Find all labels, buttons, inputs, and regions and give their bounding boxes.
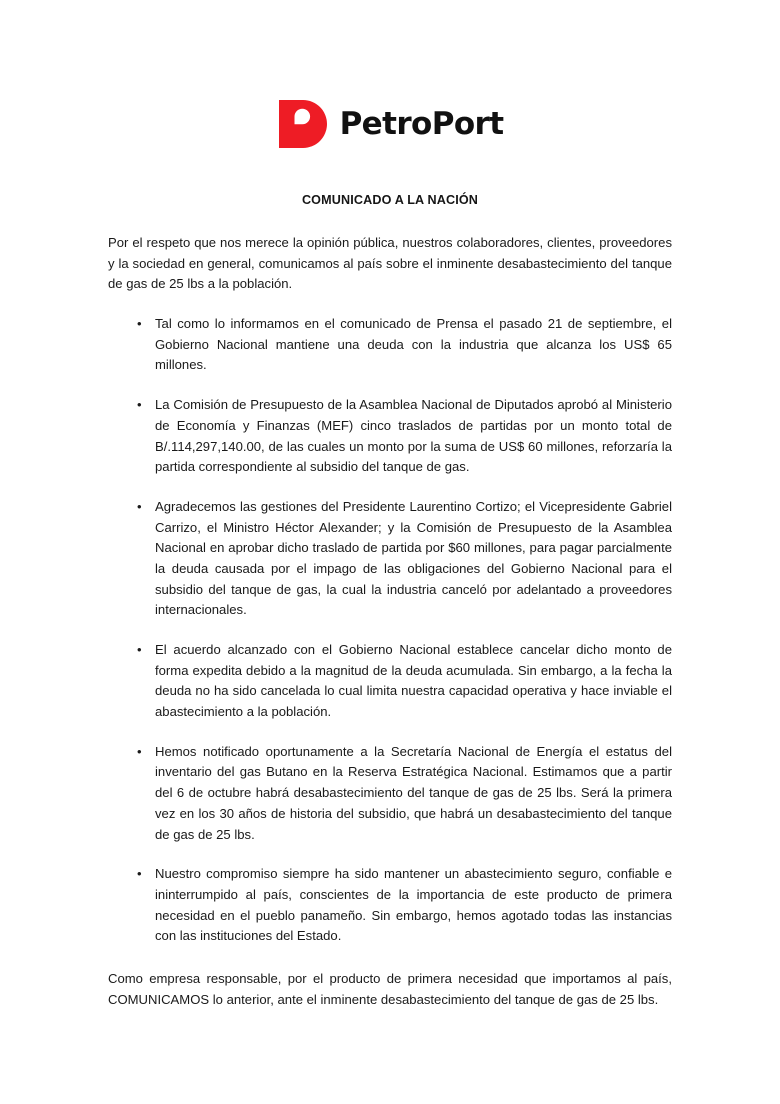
list-item — [108, 640, 672, 723]
list-item-text: Hemos notificado oportunamente a la Secretaría Nacional de Energía el estatus del inventario del gas Butano en la Reserva Estratégica Nacional. Estimamos que a partir del 6 de octubre habrá desabastecimiento del tanque de gas de 25 lbs. Será la primera vez en los 30 años de historia del subsidio, que habrá un desabastecimiento del tanque de gas de 25 lbs. — [155, 743, 672, 842]
bullet-marker-icon: • — [137, 743, 142, 759]
list-item-text: El acuerdo alcanzado con el Gobierno Nacional establece cancelar dicho monto de forma expedita debido a la magnitud de la deuda acumulada. Sin embargo, a la fecha la deuda no ha sido cancelada lo cual limita nuestra capacidad operativa y hace inviable el abastecimiento a la población. — [155, 642, 672, 720]
bullet-marker-icon: • — [137, 498, 142, 514]
list-item — [108, 314, 672, 376]
bullet-marker-icon: • — [137, 866, 142, 882]
letterhead — [108, 0, 672, 151]
announcement-bullet-list — [108, 314, 672, 947]
list-item-text: Tal como lo informamos en el comunicado de Prensa el pasado 21 de septiembre, el Gobierno Nacional mantiene una deuda con la industria que alcanza los US$ 65 millones. — [155, 316, 672, 373]
page-title: COMUNICADO A LA NACIÓN — [301, 193, 479, 207]
list-item — [108, 864, 672, 947]
bullet-marker-icon: • — [137, 642, 142, 657]
petroport-logo-icon — [277, 98, 329, 151]
list-item — [108, 395, 672, 478]
list-item-text: Nuestro compromiso siempre ha sido mantener un abastecimiento seguro, confiable e ininterrumpido al país, conscientes de la importancia de este producto de primera necesidad en el pueblo panameño. Sin embargo, hemos agotado todas las instancias con las instituciones del Estado. — [155, 866, 672, 944]
closing-paragraph: Como empresa responsable, por el producto de primera necesidad que importamos al país, COMUNICAMOS lo anterior, ante el inminente desabastecimiento del tanque de gas de 25 lbs. — [108, 970, 672, 1007]
list-item — [108, 497, 672, 621]
intro-paragraph: Por el respeto que nos merece la opinión pública, nuestros colaboradores, clientes, proveedores y la sociedad en general, comunicamos al país sobre el inminente desabastecimiento del tanque de gas de 25 lbs a la población. — [108, 235, 672, 292]
bullet-marker-icon: • — [137, 316, 142, 332]
list-item — [108, 742, 672, 845]
bullet-marker-icon: • — [137, 397, 142, 413]
list-item-text: La Comisión de Presupuesto de la Asamblea Nacional de Diputados aprobó al Ministerio de Economía y Finanzas (MEF) cinco traslados de partidas por un monto total de B/.114,297,140.00, de las cuales un monto por la suma de US$ 60 millones, reforzaría la partida correspondiente al subsidio del tanque de gas. — [155, 397, 672, 475]
brand-wordmark: PetroPort — [339, 106, 504, 142]
list-item-text: Agradecemos las gestiones del Presidente Laurentino Cortizo; el Vicepresidente Gabriel Carrizo, el Ministro Héctor Alexander; y la Comisión de Presupuesto de la Asamblea Nacional en aprobar dicho traslado de partida por $60 millones, para pagar parcialmente la deuda causada por el impago de las obligaciones del Gobierno Nacional para el subsidio del tanque de gas, la cual la industria canceló por adelantado a proveedores internacionales. — [155, 498, 672, 618]
